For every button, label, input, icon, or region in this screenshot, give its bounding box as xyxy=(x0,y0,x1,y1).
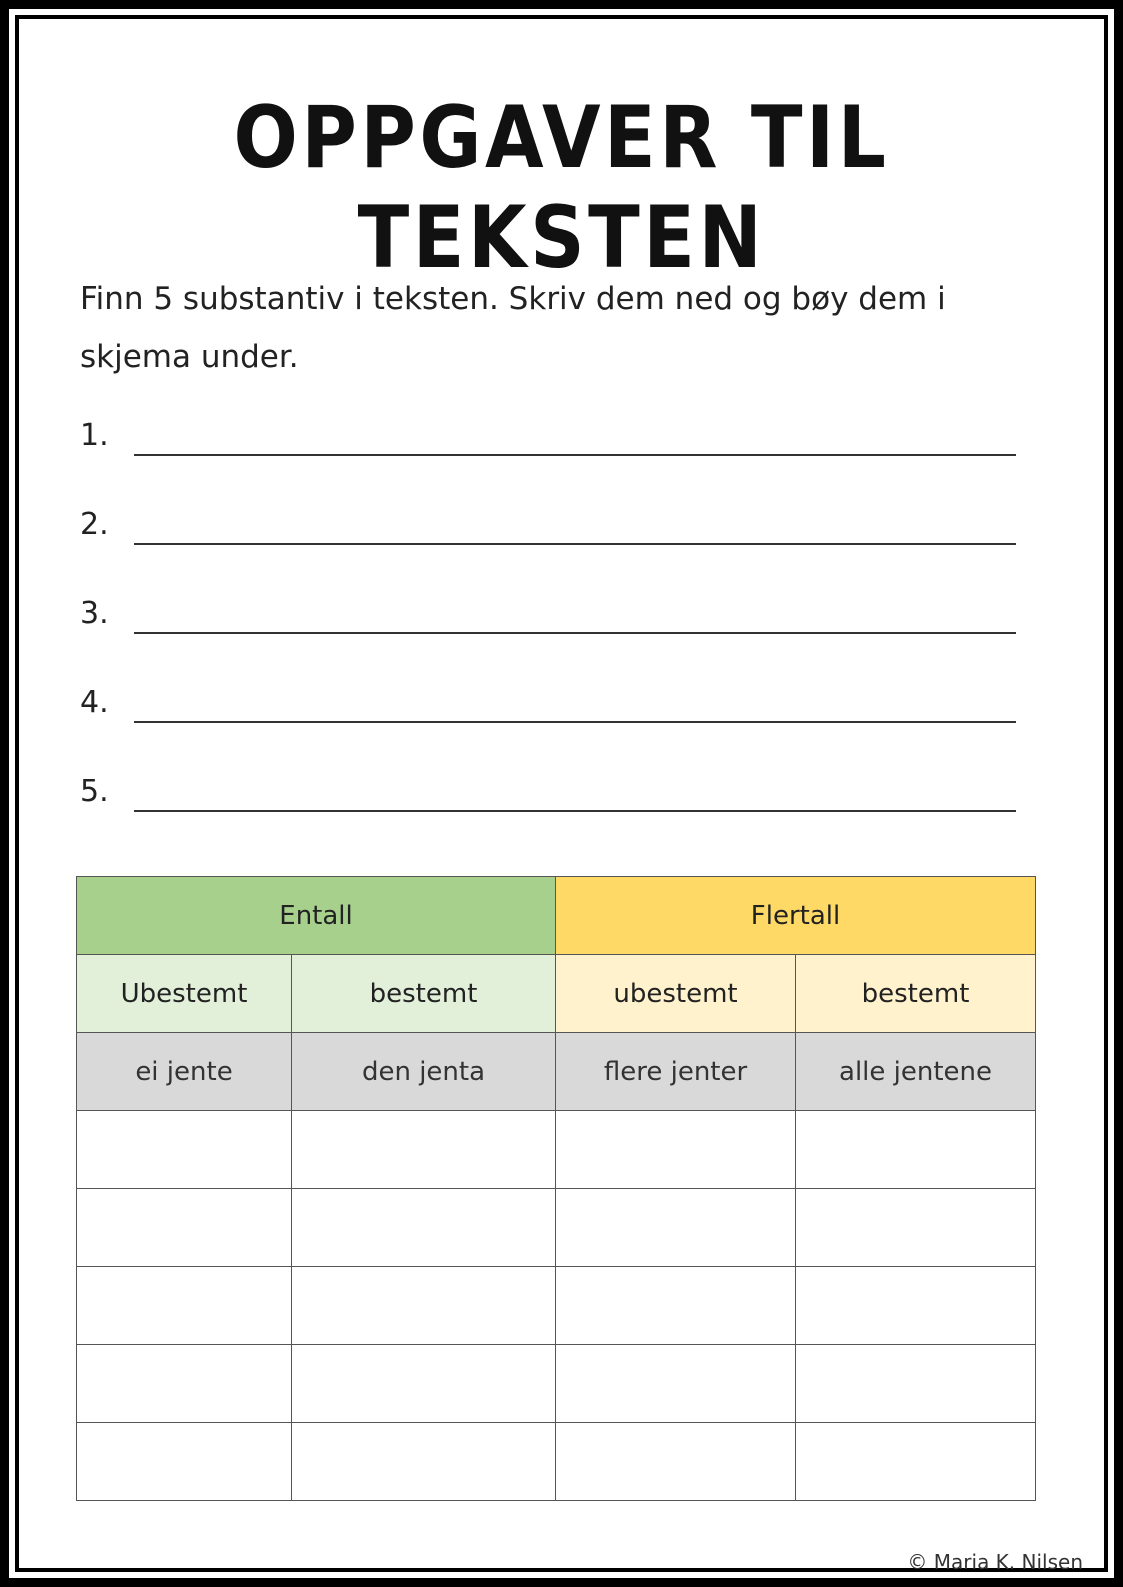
answer-cell[interactable] xyxy=(292,1423,556,1501)
table-header-row xyxy=(77,877,1036,955)
answer-cell[interactable] xyxy=(292,1345,556,1423)
example-cell: alle jentene xyxy=(796,1033,1036,1111)
copyright-notice: © Maria K. Nilsen xyxy=(907,1550,1083,1574)
header-flertall: Flertall xyxy=(556,877,1036,955)
example-cell: ei jente xyxy=(77,1033,292,1111)
subheader-flertall-bestemt: bestemt xyxy=(796,955,1036,1033)
answer-line-row xyxy=(80,768,1020,857)
table-subheader-row xyxy=(77,955,1036,1033)
answer-line-number: 3. xyxy=(80,596,109,631)
table-row xyxy=(77,1189,1036,1267)
example-cell: flere jenter xyxy=(556,1033,796,1111)
example-cell: den jenta xyxy=(292,1033,556,1111)
header-entall: Entall xyxy=(77,877,556,955)
subheader-entall-ubestemt: Ubestemt xyxy=(77,955,292,1033)
answer-cell[interactable] xyxy=(292,1111,556,1189)
answer-cell[interactable] xyxy=(796,1111,1036,1189)
page-title: OPPGAVER TIL TEKSTEN xyxy=(233,88,890,288)
answer-line-3[interactable] xyxy=(134,632,1016,634)
table-row xyxy=(77,1267,1036,1345)
answer-line-2[interactable] xyxy=(134,543,1016,545)
answer-lines xyxy=(80,412,1020,857)
answer-cell[interactable] xyxy=(77,1189,292,1267)
answer-line-row xyxy=(80,501,1020,590)
answer-cell[interactable] xyxy=(77,1345,292,1423)
task-instruction: Finn 5 substantiv i teksten. Skriv dem ned og bøy dem i skjema under. xyxy=(80,281,946,375)
answer-cell[interactable] xyxy=(796,1423,1036,1501)
answer-line-row xyxy=(80,679,1020,768)
answer-line-4[interactable] xyxy=(134,721,1016,723)
answer-line-number: 2. xyxy=(80,507,109,542)
answer-cell[interactable] xyxy=(556,1111,796,1189)
table-row xyxy=(77,1345,1036,1423)
answer-line-row xyxy=(80,412,1020,501)
answer-cell[interactable] xyxy=(77,1111,292,1189)
answer-line-5[interactable] xyxy=(134,810,1016,812)
table-row xyxy=(77,1111,1036,1189)
answer-cell[interactable] xyxy=(556,1423,796,1501)
answer-cell[interactable] xyxy=(292,1267,556,1345)
answer-line-number: 1. xyxy=(80,418,109,453)
answer-cell[interactable] xyxy=(77,1267,292,1345)
answer-line-row xyxy=(80,590,1020,679)
answer-cell[interactable] xyxy=(292,1189,556,1267)
answer-cell[interactable] xyxy=(77,1423,292,1501)
declension-table xyxy=(76,876,1036,1501)
subheader-entall-bestemt: bestemt xyxy=(292,955,556,1033)
answer-line-number: 5. xyxy=(80,774,109,809)
answer-cell[interactable] xyxy=(556,1189,796,1267)
subheader-flertall-ubestemt: ubestemt xyxy=(556,955,796,1033)
answer-cell[interactable] xyxy=(556,1267,796,1345)
answer-cell[interactable] xyxy=(796,1267,1036,1345)
answer-cell[interactable] xyxy=(796,1189,1036,1267)
table-row xyxy=(77,1423,1036,1501)
answer-cell[interactable] xyxy=(796,1345,1036,1423)
example-row xyxy=(77,1033,1036,1111)
answer-line-number: 4. xyxy=(80,685,109,720)
answer-line-1[interactable] xyxy=(134,454,1016,456)
answer-cell[interactable] xyxy=(556,1345,796,1423)
